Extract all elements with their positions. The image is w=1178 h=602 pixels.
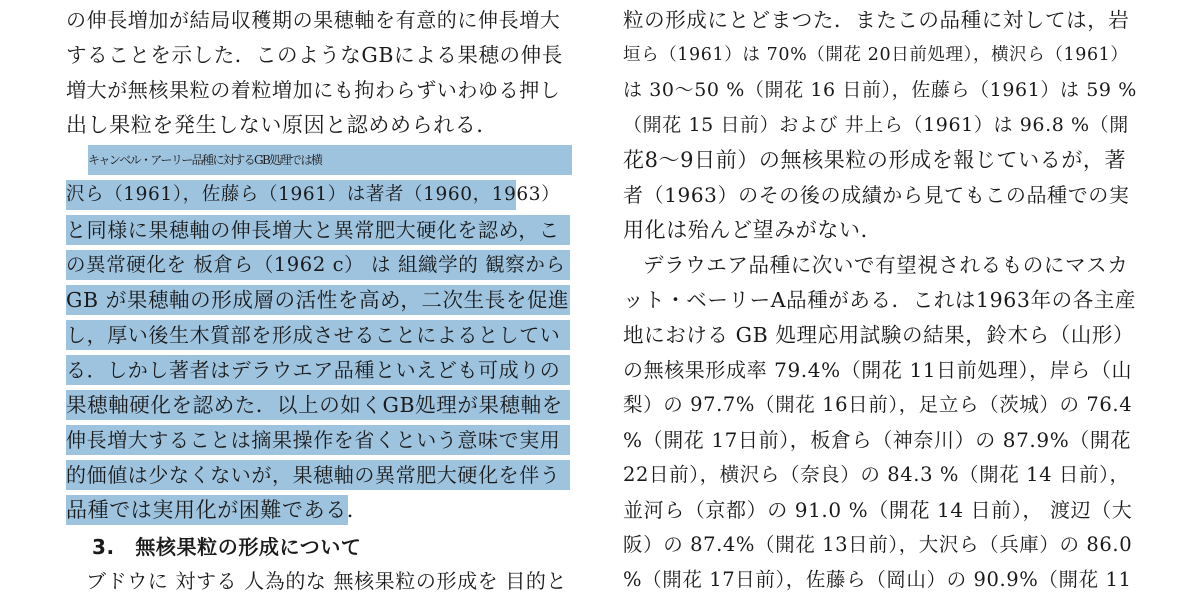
text-line: 出し果粒を発生しない原因と認めめられる． <box>66 113 498 137</box>
text-line: 花8〜9日前）の無核果粒の形成を報じているが，著 <box>623 148 1127 172</box>
text-line: は 30〜50 %（開花 16 日前），佐藤ら（1961）は 59 % <box>623 79 1137 101</box>
text-line: 地における GB 処理応用試験の結果，鈴木ら（山形） <box>623 323 1135 347</box>
highlighted-text-line: 品種では実用化が困難である． <box>66 495 348 525</box>
highlighted-text-line: キャンベル・アーリー品種に対するGB処理では横 <box>88 145 572 175</box>
text-line: 者（1963）のその後の成績から見てもこの品種での実 <box>623 183 1130 207</box>
highlighted-text-line: の異常硬化を 板倉ら（1962 c） は 組織学的 観察から <box>66 250 570 280</box>
text-line: の伸長増加が結局収穫期の果穂軸を有意的に伸長増大 <box>66 8 561 32</box>
text-line: デラウエア品種に次いで有望視されるものにマスカ <box>643 253 1129 277</box>
text-line: することを示した．このようなGBによる果穂の伸長 <box>66 43 563 67</box>
text-line: ット・ベーリーA品種がある．これは1963年の各主産 <box>623 288 1137 312</box>
text-line: 粒の形成にとどまつた．またこの品種に対しては，岩 <box>623 8 1130 32</box>
highlighted-text-line: GB が果穂軸の形成層の活性を高め，二次生長を促進 <box>66 285 570 315</box>
text-line: 垣ら（1961）は 70%（開花 20日前処理），横沢ら（1961） <box>623 45 1129 65</box>
text-line: （開花 15 日前）および 井上ら（1961）は 96.8 %（開 <box>623 114 1129 136</box>
text-line: の無核果形成率 79.4%（開花 11日前処理），岸ら（山 <box>623 358 1133 382</box>
text-line: 増大が無核果粒の着粒増加にも拘わらずいわゆる押し <box>66 78 561 102</box>
highlighted-text-line: し，厚い後生木質部を形成させることによるとしてい <box>66 320 570 350</box>
text-line: 阪）の 87.4%（開花 13日前），大沢ら（兵庫）の 86.0 <box>623 533 1133 556</box>
highlighted-text-line: 伸長増大することは摘果操作を省くという意味で実用 <box>66 425 570 455</box>
text-line: 22日前），横沢ら（奈良）の 84.3 %（開花 14 日前）， <box>623 463 1130 486</box>
text-line: 用化は殆んど望みがない． <box>623 218 883 242</box>
text-line: 並河ら（京都）の 91.0 %（開花 14 日前）， 渡辺（大 <box>623 498 1133 522</box>
highlighted-text-line: と同様に果穂軸の伸長増大と異常肥大硬化を認め，こ <box>66 215 570 245</box>
text-line: 梨）の 97.7%（開花 16日前），足立ら（茨城）の 76.4 <box>623 393 1133 416</box>
text-line: ブドウに 対する 人為的な 無核果粒の形成を 目的と <box>86 569 568 593</box>
highlighted-text-line: る．しかし著者はデラウエア品種といえども可成りの <box>66 355 570 385</box>
highlighted-text-line: 的価値は少なくないが，果穂軸の異常肥大硬化を伴う <box>66 460 570 490</box>
highlighted-text-line: 沢ら（1961），佐藤ら（1961）は著者（1960，1963） <box>66 180 516 210</box>
highlighted-text-line: 果穂軸硬化を認めた．以上の如くGB処理が果穂軸を <box>66 390 570 420</box>
text-line: %（開花 17日前），板倉ら（神奈川）の 87.9%（開花 <box>623 428 1132 452</box>
section-heading: 3. 無核果粒の形成について <box>92 535 362 559</box>
text-line: %（開花 17日前），佐藤ら（岡山）の 90.9%（開花 11 <box>623 568 1132 591</box>
